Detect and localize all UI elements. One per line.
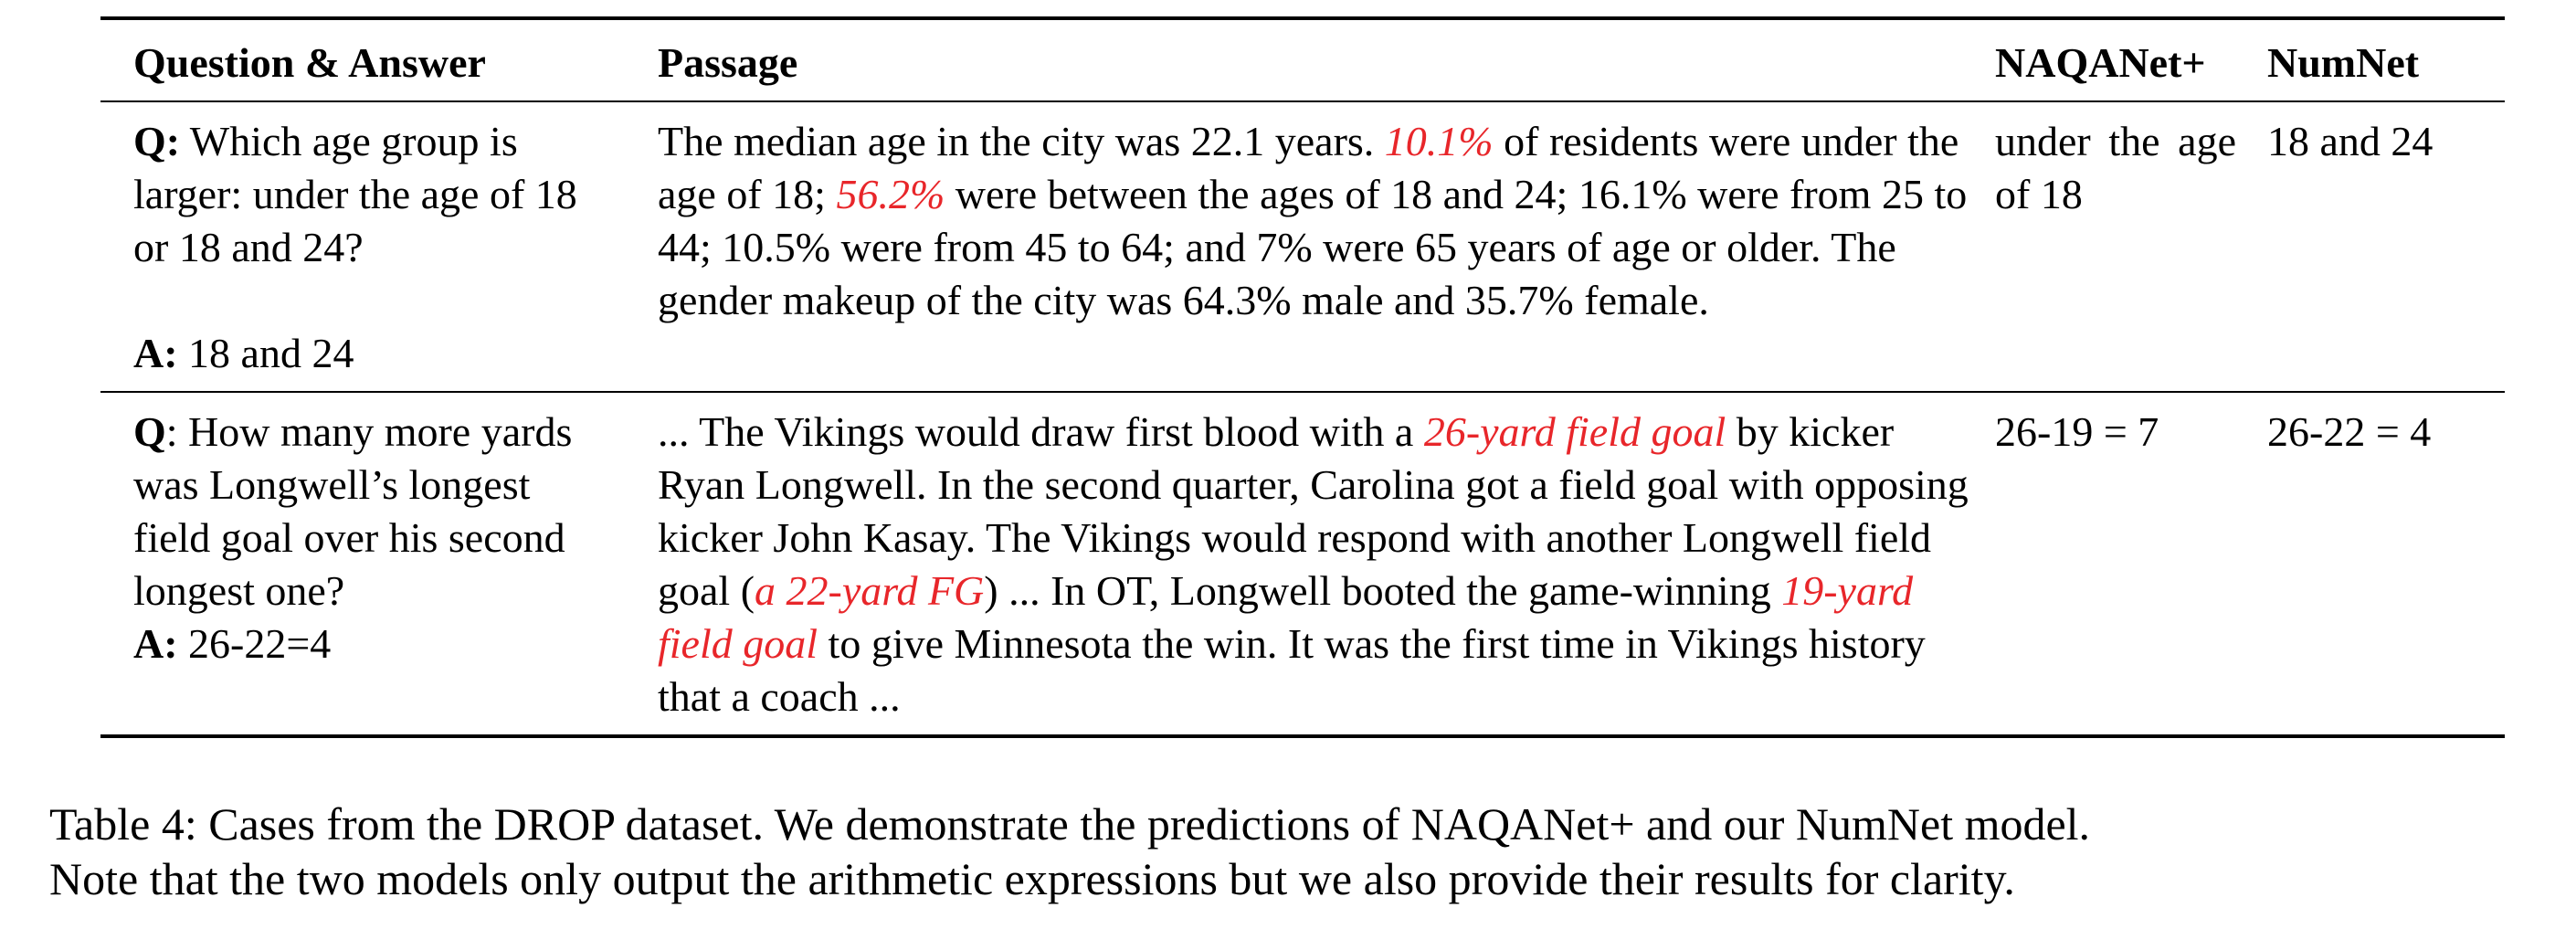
passage-text: The median age in the city was 22.1 years. (658, 118, 1385, 164)
question-text: Which age group is larger: under the age of 18 or 18 and 24? (133, 118, 577, 270)
answer-label: A: (133, 330, 178, 376)
passage-cell (625, 101, 1995, 392)
passage-highlight: a 22-yard FG (755, 567, 985, 614)
qa-cell (100, 101, 625, 392)
passage-text: to give Minnesota the win. It was the first time in Vikings history that a coach ... (658, 620, 1926, 720)
table-caption (49, 797, 2543, 906)
passage-text: ) ... In OT, Longwell booted the game-winning (984, 567, 1782, 614)
passage-highlight: 26-yard field goal (1423, 408, 1726, 455)
numnet-prediction: 26-22 = 4 (2267, 408, 2432, 455)
qa-cell (100, 392, 625, 736)
passage-text: of residents were under the age of 18; (658, 118, 1959, 217)
question-label: Q: (133, 118, 181, 164)
numnet-prediction: 18 and 24 (2267, 118, 2433, 164)
table-header-row (100, 18, 2505, 101)
header-passage: Passage (658, 39, 798, 86)
header-question-answer: Question & Answer (133, 39, 486, 86)
passage-highlight: 19-yard field goal (658, 567, 1914, 667)
caption-line-1: Table 4: Cases from the DROP dataset. We demonstrate the predictions of NAQANet+ and our NumNet model. (49, 798, 2091, 850)
passage-text: ... The Vikings would draw first blood with a (658, 408, 1424, 455)
passage-text: by kicker Ryan Longwell. In the second quarter, Carolina got a field goal with opposing kicker John Kasay. The Vikings would respond with another Longwell field goal ( (658, 408, 1969, 614)
passage-highlight: 10.1% (1384, 118, 1494, 164)
header-numnet: NumNet (2267, 39, 2420, 86)
passage-highlight: 56.2% (836, 171, 945, 217)
cases-table (100, 16, 2505, 738)
passage-text: were between the ages of 18 and 24; 16.1% were from 25 to 44; 10.5% were from 45 to 64; and 7% were 65 years of age or older. The gender makeup of the city was 64.3% male and 35.7% female. (658, 171, 1968, 323)
question-text: : How many more yards was Longwell’s longest field goal over his second longest one? (133, 408, 573, 614)
question (133, 115, 616, 274)
table-row (100, 392, 2505, 736)
answer-text: 26-22=4 (188, 620, 332, 667)
answer-text: 18 and 24 (188, 330, 354, 376)
naqanet-prediction: under the age of 18 (1995, 118, 2236, 217)
passage-cell (625, 392, 1995, 736)
header-naqanet: NAQANet+ (1995, 39, 2206, 86)
caption-line-2: Note that the two models only output the arithmetic expressions but we also provide their results for clarity. (49, 853, 2015, 904)
answer (133, 327, 616, 380)
table-row (100, 101, 2505, 392)
answer (133, 618, 616, 670)
results-table-container (100, 16, 2505, 738)
answer-label: A: (133, 620, 178, 667)
naqanet-prediction: 26-19 = 7 (1995, 408, 2159, 455)
question (133, 406, 616, 618)
question-label: Q (133, 408, 166, 455)
